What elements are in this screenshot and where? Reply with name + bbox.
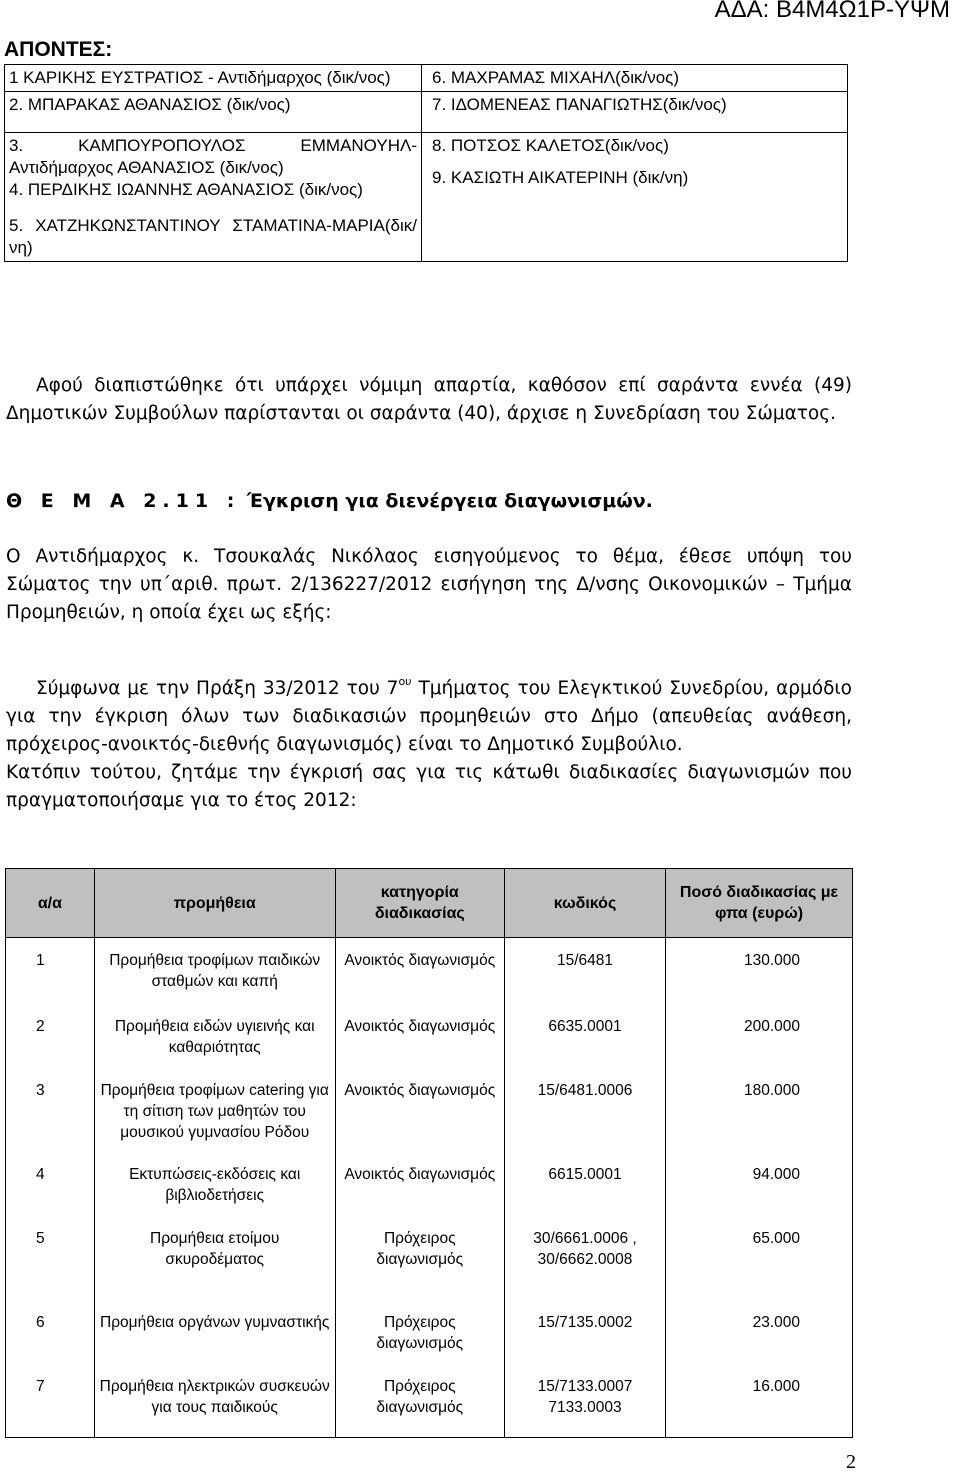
- body-part2: Τμήματος του Ελεγκτικού Συνεδρίου, αρμόδιο για την έγκριση όλων των διαδικασιών προμηθειών στο Δήμο (απευθείας ανάθεση, πρόχειρος-ανοικτός-διεθνής διαγωνισμός) είναι το Δημοτικό Συμβούλιο.: [6, 678, 852, 755]
- cell-category: Ανοικτός διαγωνισμός: [335, 938, 504, 1008]
- quorum-paragraph: [6, 372, 852, 428]
- absent-item: 2. ΜΠΑΡΑΚΑΣ ΑΘΑΝΑΣΙΟΣ (δικ/νος): [9, 95, 291, 114]
- body-paragraph: [6, 668, 852, 815]
- absent-right-cell-1: [422, 65, 848, 92]
- absent-item: 6. ΜΑΧΡΑΜΑΣ ΜΙΧΑΗΛ(δικ/νος): [432, 68, 680, 87]
- table-row: [6, 1008, 853, 1072]
- cell-amount: 94.000: [666, 1156, 853, 1220]
- cell-amount: 130.000: [666, 938, 853, 1008]
- table-header-row: [6, 869, 853, 938]
- cell-category: Πρόχειρος διαγωνισμός: [335, 1368, 504, 1438]
- header-category: κατηγορία διαδικασίας: [335, 869, 504, 938]
- intro-paragraph: [6, 543, 852, 627]
- body-superscript: ου: [398, 675, 412, 688]
- body-text-1: [6, 668, 852, 759]
- intro-text: Ο Αντιδήμαρχος κ. Τσουκαλάς Νικόλαος εισηγούμενος το θέμα, έθεσε υπόψη του Σώματος την υπ΄αριθ. πρωτ. 2/136227/2012 εισήγηση της Δ/νσης Οικονομικών – Τμήμα Προμηθειών, η οποία έχει ως εξής:: [6, 546, 852, 623]
- cell-code: 6635.0001: [504, 1008, 665, 1072]
- cell-code: 15/7135.0002: [504, 1304, 665, 1368]
- cell-code: 6615.0001: [504, 1156, 665, 1220]
- cell-num: 3: [6, 1072, 95, 1156]
- cell-item: Προμήθεια τροφίμων παιδικών σταθμών και καπή: [94, 938, 335, 1008]
- header-code: κωδικός: [504, 869, 665, 938]
- theme-title: Έγκριση για διενέργεια διαγωνισμών.: [246, 490, 653, 512]
- absent-left-cell-2: [5, 92, 422, 133]
- absent-item: 3. ΚΑΜΠΟΥΡΟΠΟΥΛΟΣ ΕΜΜΑΝΟΥΗΛ- Αντιδήμαρχος ΑΘΑΝΑΣΙΟΣ (δικ/νος): [9, 136, 417, 177]
- absent-title: ΑΠΟΝΤΕΣ:: [4, 38, 113, 61]
- cell-category: Ανοικτός διαγωνισμός: [335, 1008, 504, 1072]
- cell-item: Προμήθεια ηλεκτρικών συσκευών για τους παιδικούς: [94, 1368, 335, 1438]
- absent-left-cell-3: [5, 133, 422, 262]
- cell-category: Πρόχειρος διαγωνισμός: [335, 1220, 504, 1304]
- cell-amount: 23.000: [666, 1304, 853, 1368]
- cell-item: Προμήθεια ετοίμου σκυροδέματος: [94, 1220, 335, 1304]
- absent-item: 1 ΚΑΡΙΚΗΣ ΕΥΣΤΡΑΤΙΟΣ - Αντιδήμαρχος (δικ/νος): [9, 68, 391, 87]
- cell-code: 30/6661.0006 , 30/6662.0008: [504, 1220, 665, 1304]
- cell-item: Εκτυπώσεις-εκδόσεις και βιβλιοδετήσεις: [94, 1156, 335, 1220]
- cell-amount: 65.000: [666, 1220, 853, 1304]
- cell-num: 7: [6, 1368, 95, 1438]
- cell-num: 4: [6, 1156, 95, 1220]
- body-part1: Σύμφωνα με την Πράξη 33/2012 του 7: [36, 678, 399, 699]
- table-row: [6, 1368, 853, 1438]
- header-amount: Ποσό διαδικασίας με φπα (ευρώ): [666, 869, 853, 938]
- procurement-table: [5, 868, 853, 1438]
- header-num: α/α: [6, 869, 95, 938]
- cell-code: 15/6481.0006: [504, 1072, 665, 1156]
- theme-heading: [6, 490, 653, 512]
- cell-category: Ανοικτός διαγωνισμός: [335, 1156, 504, 1220]
- cell-num: 5: [6, 1220, 95, 1304]
- page-number: 2: [846, 1451, 856, 1473]
- absent-item: 9. ΚΑΣΙΩΤΗ ΑΙΚΑΤΕΡΙΝΗ (δικ/νη): [432, 168, 689, 187]
- absent-item: 4. ΠΕΡΔΙΚΗΣ ΙΩΑΝΝΗΣ ΑΘΑΝΑΣΙΟΣ (δικ/νος): [9, 180, 363, 199]
- cell-item: Προμήθεια τροφίμων catering για τη σίτιση των μαθητών του μουσικού γυμνασίου Ρόδου: [94, 1072, 335, 1156]
- absent-left-cell-1: [5, 65, 422, 92]
- header-item: προμήθεια: [94, 869, 335, 938]
- table-row: [6, 1220, 853, 1304]
- table-row: [6, 1072, 853, 1156]
- table-row: [6, 1156, 853, 1220]
- cell-num: 1: [6, 938, 95, 1008]
- cell-code: 15/6481: [504, 938, 665, 1008]
- cell-category: Πρόχειρος διαγωνισμός: [335, 1304, 504, 1368]
- table-row: [6, 1304, 853, 1368]
- cell-num: 2: [6, 1008, 95, 1072]
- cell-item: Προμήθεια ειδών υγιεινής και καθαριότητας: [94, 1008, 335, 1072]
- absent-item: 7. ΙΔΟΜΕΝΕΑΣ ΠΑΝΑΓΙΩΤΗΣ(δικ/νος): [432, 95, 727, 114]
- table-row: [6, 938, 853, 1008]
- cell-amount: 180.000: [666, 1072, 853, 1156]
- cell-item: Προμήθεια οργάνων γυμναστικής: [94, 1304, 335, 1368]
- absent-item: 5. ΧΑΤΖΗΚΩΝΣΤΑΝΤΙΝΟΥ ΣΤΑΜΑΤΙΝΑ-ΜΑΡΙΑ(δικ/νη): [9, 216, 417, 257]
- absent-table: [4, 64, 848, 262]
- body-text-2: Κατόπιν τούτου, ζητάμε την έγκρισή σας για τις κάτωθι διαδικασίες διαγωνισμών που πραγματοποιήσαμε για το έτος 2012:: [6, 762, 852, 811]
- cell-amount: 16.000: [666, 1368, 853, 1438]
- absent-item: 8. ΠΟΤΣΟΣ ΚΑΛΕΤΟΣ(δικ/νος): [432, 136, 669, 155]
- theme-label: Θ Ε Μ Α 2.11 :: [6, 490, 241, 512]
- cell-amount: 200.000: [666, 1008, 853, 1072]
- absent-right-cell-2: [422, 92, 848, 133]
- ada-code: ΑΔΑ: Β4Μ4Ω1Ρ-ΥΨΜ: [714, 0, 950, 23]
- cell-num: 6: [6, 1304, 95, 1368]
- absent-right-cell-3: [422, 133, 848, 262]
- cell-category: Ανοικτός διαγωνισμός: [335, 1072, 504, 1156]
- cell-code: 15/7133.0007 7133.0003: [504, 1368, 665, 1438]
- quorum-text: Αφού διαπιστώθηκε ότι υπάρχει νόμιμη απαρτία, καθόσον επί σαράντα εννέα (49) Δημοτικών Συμβούλων παρίστανται οι σαράντα (40), άρχισε η Συνεδρίαση του Σώματος.: [6, 375, 852, 424]
